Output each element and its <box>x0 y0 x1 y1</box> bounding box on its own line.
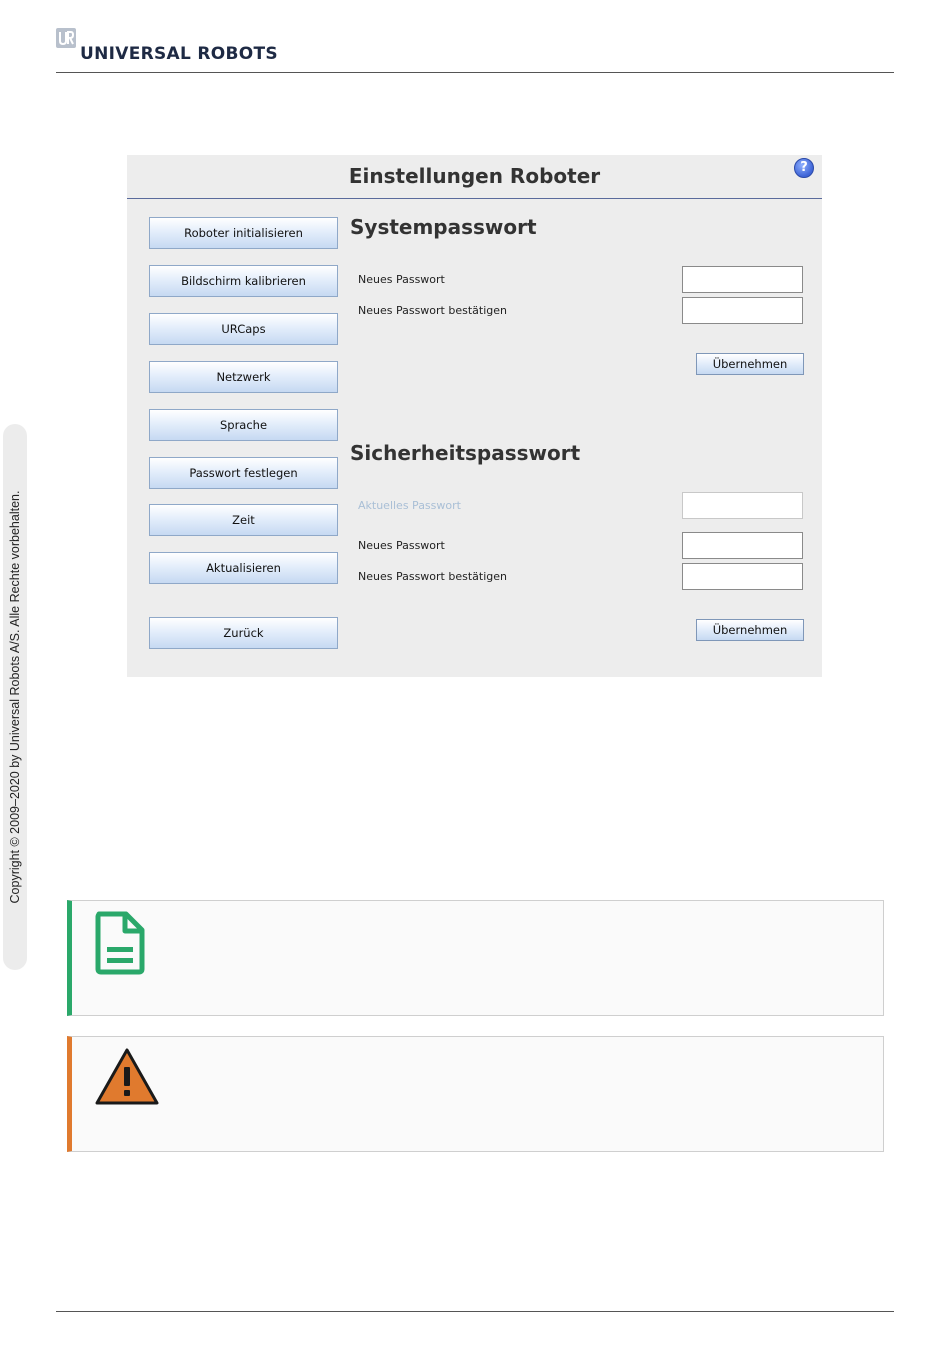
back-button[interactable]: Zurück <box>149 617 338 649</box>
nav-button-network[interactable]: Netzwerk <box>149 361 338 393</box>
warning-callout <box>67 1036 884 1152</box>
page-footer-divider <box>56 1311 894 1312</box>
document-note-icon <box>94 911 146 975</box>
help-icon[interactable]: ? <box>794 158 814 178</box>
safety-password-heading: Sicherheitspasswort <box>350 441 581 465</box>
safety-new-password-label: Neues Passwort <box>358 539 445 552</box>
system-new-password-input[interactable] <box>682 266 803 293</box>
universal-robots-logo-icon <box>56 28 76 48</box>
copyright-sidebar <box>3 424 27 970</box>
system-password-heading: Systempasswort <box>350 215 537 239</box>
safety-current-password-input[interactable] <box>682 492 803 519</box>
system-confirm-password-label: Neues Passwort bestätigen <box>358 304 507 317</box>
safety-current-password-label: Aktuelles Passwort <box>358 499 461 512</box>
system-password-apply-button[interactable]: Übernehmen <box>696 353 804 375</box>
system-confirm-password-input[interactable] <box>682 297 803 324</box>
brand-name: UNIVERSAL ROBOTS <box>80 44 278 64</box>
screen-title: Einstellungen Roboter <box>127 155 822 199</box>
nav-button-set-password[interactable]: Passwort festlegen <box>149 457 338 489</box>
nav-button-calibrate-screen[interactable]: Bildschirm kalibrieren <box>149 265 338 297</box>
safety-new-password-input[interactable] <box>682 532 803 559</box>
note-callout <box>67 900 884 1016</box>
nav-button-language[interactable]: Sprache <box>149 409 338 441</box>
page-header <box>56 26 894 73</box>
copyright-text: Copyright © 2009–2020 by Universal Robots A/S. Alle Rechte vorbehalten. <box>8 490 22 904</box>
warning-triangle-icon <box>94 1047 160 1107</box>
nav-button-initialize-robot[interactable]: Roboter initialisieren <box>149 217 338 249</box>
robot-settings-screen <box>127 155 822 677</box>
safety-confirm-password-input[interactable] <box>682 563 803 590</box>
nav-button-time[interactable]: Zeit <box>149 504 338 536</box>
nav-button-urcaps[interactable]: URCaps <box>149 313 338 345</box>
safety-confirm-password-label: Neues Passwort bestätigen <box>358 570 507 583</box>
safety-password-apply-button[interactable]: Übernehmen <box>696 619 804 641</box>
nav-button-update[interactable]: Aktualisieren <box>149 552 338 584</box>
system-new-password-label: Neues Passwort <box>358 273 445 286</box>
